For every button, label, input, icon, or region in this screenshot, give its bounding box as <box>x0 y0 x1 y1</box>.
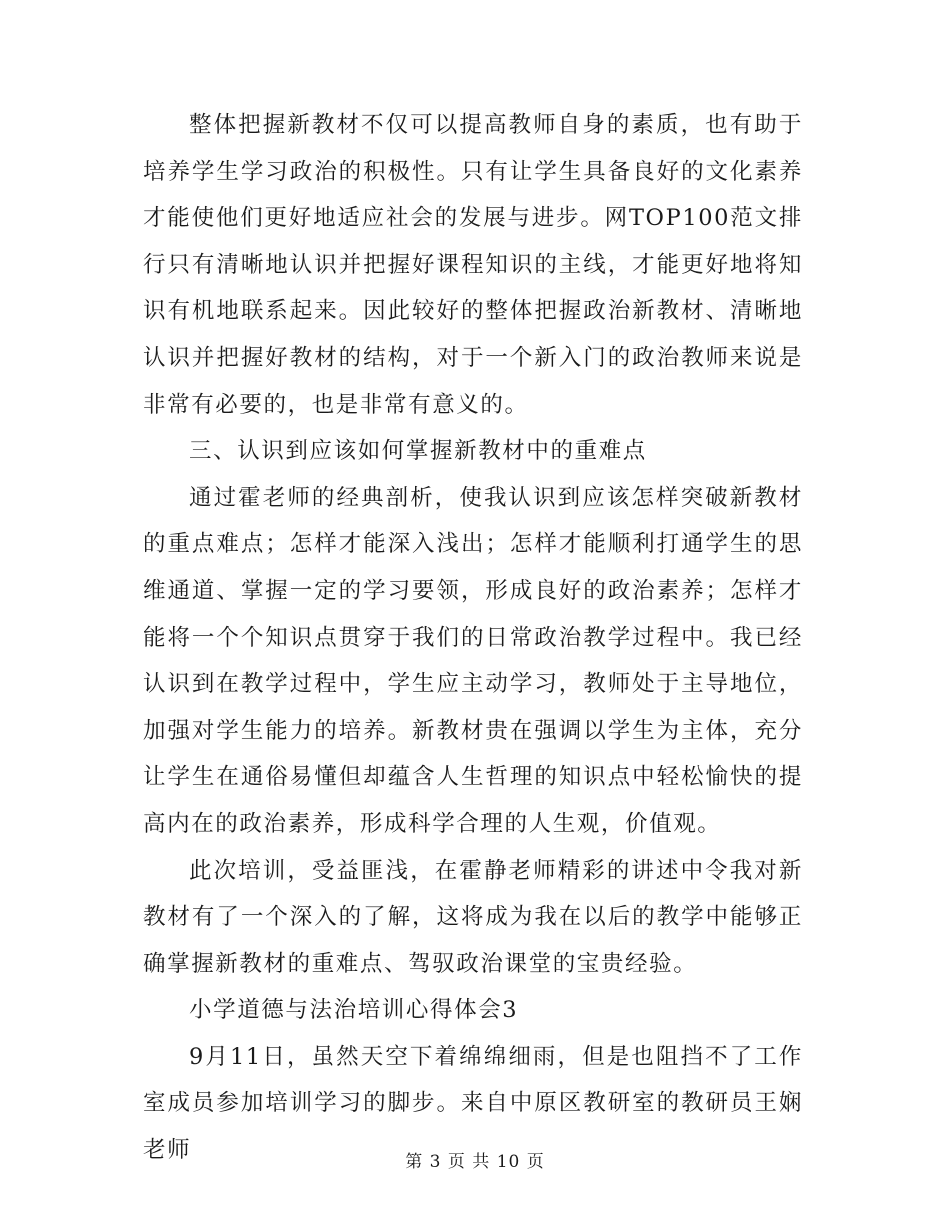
article-title: 小学道德与法治培训心得体会3 <box>189 997 519 1024</box>
body-paragraph: 9月11日，虽然天空下着绵绵细雨，但是也阻挡不了工作室成员参加培训学习的脚步。来自中原区教研室的教研员王娴老师 <box>143 1043 803 1164</box>
document-body <box>143 102 803 1174</box>
body-paragraph: 通过霍老师的经典剖析，使我认识到应该怎样突破新教材的重点难点；怎样才能深入浅出；怎样才能顺利打通学生的思维通道、掌握一定的学习要领，形成良好的政治素养；怎样才能将一个个知识点贯穿于我们的日常政治教学过程中。我已经认识到在教学过程中，学生应主动学习，教师处于主导地位，加强对学生能力的培养。新教材贵在强调以学生为主体，充分让学生在通俗易懂但却蕴含人生哲理的知识点中轻松愉快的提高内在的政治素养，形成科学合理的人生观，价值观。 <box>143 484 803 837</box>
body-paragraph: 整体把握新教材不仅可以提高教师自身的素质，也有助于培养学生学习政治的积极性。只有让学生具备良好的文化素养才能使他们更好地适应社会的发展与进步。网TOP100范文排行只有清晰地认识并把握好课程知识的主线，才能更好地将知识有机地联系起来。因此较好的整体把握政治新教材、清晰地认识并把握好教材的结构，对于一个新入门的政治教师来说是非常有必要的，也是非常有意义的。 <box>143 112 803 418</box>
body-paragraph: 此次培训，受益匪浅，在霍静老师精彩的讲述中令我对新教材有了一个深入的了解，这将成为我在以后的教学中能够正确掌握新教材的重难点、驾驭政治课堂的宝贵经验。 <box>143 857 803 977</box>
section-heading: 三、认识到应该如何掌握新教材中的重难点 <box>189 438 647 465</box>
page-number: 第 3 页 共 10 页 <box>405 1152 545 1172</box>
